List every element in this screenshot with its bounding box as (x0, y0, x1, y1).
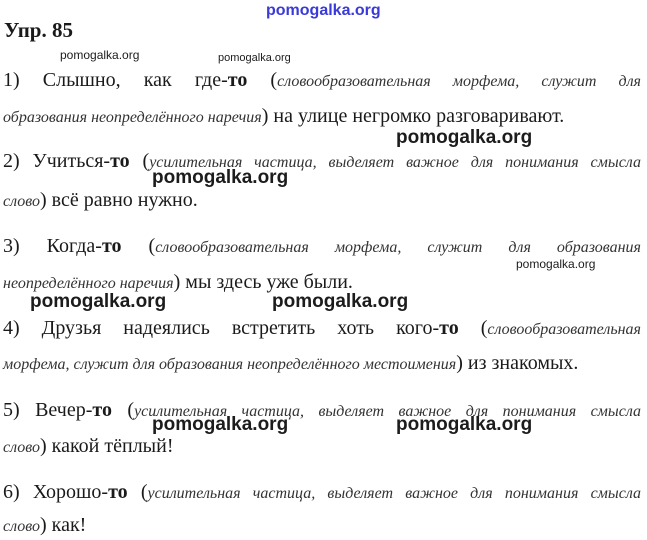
item-4-line-2: морфема, служит для образования неопределённого местоимения) из знакомых. (3, 352, 579, 374)
item-5-line-1: 5) Вечер-то (усилительная частица, выделяет важное для понимания смысла (3, 399, 641, 421)
item-4-line-1: 4) Друзья надеялись встретить хоть кого-то (словообразовательная (3, 317, 641, 339)
item-6-line-2: слово) как! (3, 514, 87, 536)
watermark: pomogalka.org (152, 167, 289, 188)
item-3-line-1: 3) Когда-то (словообразовательная морфема, служит для образования (3, 235, 641, 257)
watermark: pomogalka.org (396, 127, 533, 148)
item-3-line-2: неопределённого наречия) мы здесь уже были. (3, 271, 353, 293)
watermark: pomogalka.org (152, 414, 289, 435)
item-5-line-2: слово) какой тёплый! (3, 435, 174, 457)
item-2-line-1: 2) Учиться-то (усилительная частица, выделяет важное для понимания смысла (3, 150, 641, 172)
item-2-line-2: слово) всё равно нужно. (3, 189, 198, 211)
watermark: pomogalka.org (396, 414, 533, 435)
item-1-line-2: образования неопределённого наречия) на улице негромко разговаривают. (3, 105, 565, 127)
watermark: pomogalka.org (30, 291, 167, 312)
item-1-line-1: 1) Слышно, как где-то (словообразовательная морфема, служит для (3, 69, 641, 91)
watermark: pomogalka.org (60, 48, 140, 62)
watermark: pomogalka.org (272, 291, 409, 312)
watermark: pomogalka.org (218, 52, 291, 64)
watermark: pomogalka.org (516, 257, 596, 271)
item-6-line-1: 6) Хорошо-то (усилительная частица, выделяет важное для понимания смысла (3, 481, 641, 503)
exercise-title: Упр. 85 (4, 18, 73, 42)
watermark-top: pomogalka.org (266, 2, 381, 19)
